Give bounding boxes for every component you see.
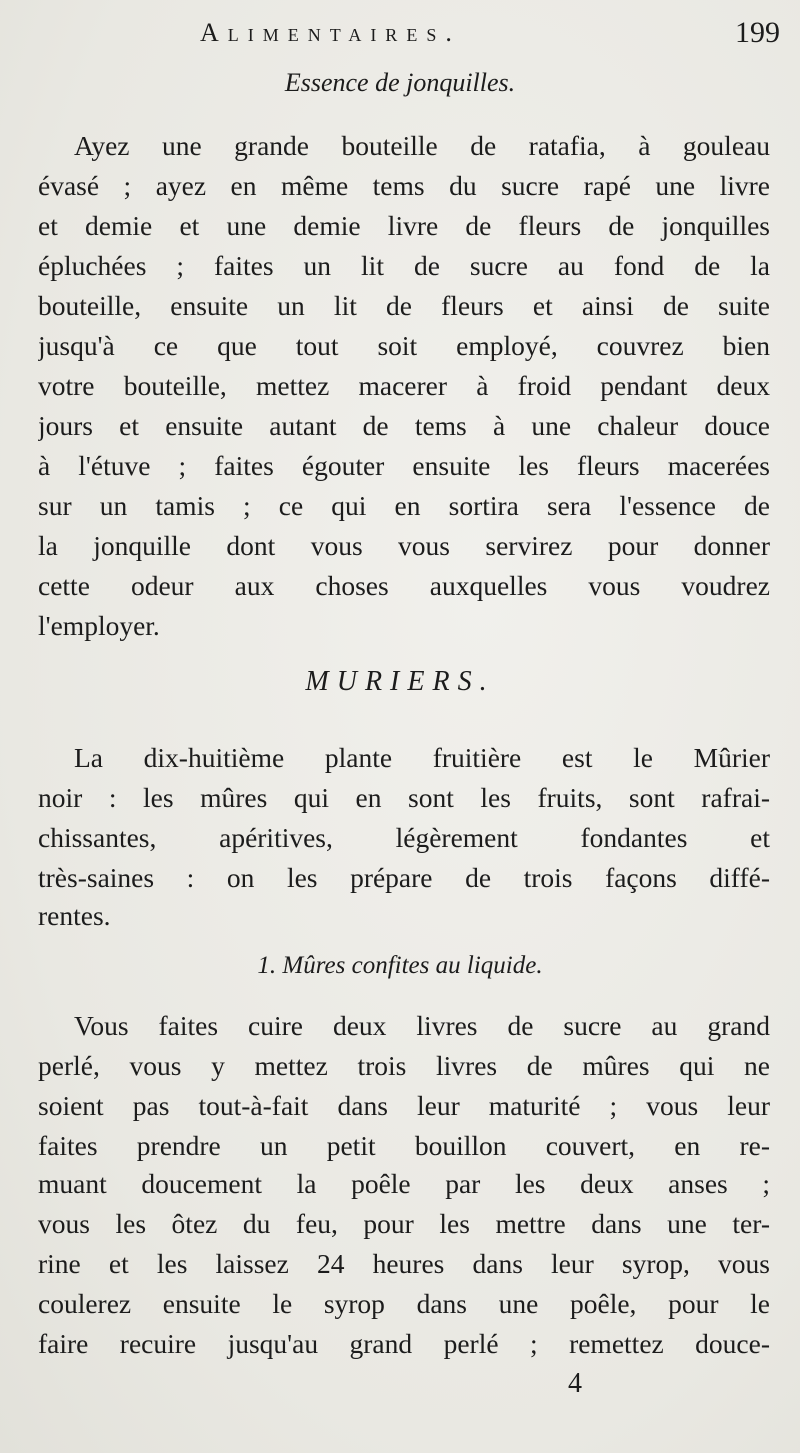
text-line: Ayez une grande bouteille de ratafia, à gouleau bbox=[74, 130, 770, 161]
text-line: coulerez ensuite le syrop dans une poêle, pour le bbox=[38, 1288, 770, 1319]
text-line: l'employer. bbox=[38, 610, 160, 641]
text-line: rentes. bbox=[38, 900, 111, 931]
text-line: à l'étuve ; faites égouter ensuite les fleurs macerées bbox=[38, 450, 770, 481]
page-number: 199 bbox=[735, 16, 780, 49]
text-line: faire recuire jusqu'au grand perlé ; remettez douce- bbox=[38, 1328, 770, 1359]
text-line: la jonquille dont vous vous servirez pour donner bbox=[38, 530, 770, 561]
text-line: votre bouteille, mettez macerer à froid pendant deux bbox=[38, 370, 770, 401]
text-line: et demie et une demie livre de fleurs de jonquilles bbox=[38, 210, 770, 241]
text-line: faites prendre un petit bouillon couvert, en re- bbox=[38, 1130, 770, 1161]
section-heading-jonquilles: Essence de jonquilles. bbox=[284, 68, 516, 97]
text-line: sur un tamis ; ce qui en sortira sera l'essence de bbox=[38, 490, 770, 521]
signature-mark: 4 bbox=[568, 1368, 582, 1399]
text-line: évasé ; ayez en même tems du sucre rapé une livre bbox=[38, 170, 770, 201]
section-heading-mures-confites: 1. Mûres confites au liquide. bbox=[257, 952, 543, 979]
running-title: Alimentaires. bbox=[200, 18, 461, 47]
text-line: cette odeur aux choses auxquelles vous voudrez bbox=[38, 570, 770, 601]
text-line: perlé, vous y mettez trois livres de mûres qui ne bbox=[38, 1050, 770, 1081]
text-line: vous les ôtez du feu, pour les mettre dans une ter- bbox=[38, 1208, 770, 1239]
text-line: très-saines : on les prépare de trois façons diffé- bbox=[38, 862, 770, 893]
text-line: muant doucement la poêle par les deux anses ; bbox=[38, 1168, 770, 1199]
text-line: noir : les mûres qui en sont les fruits, sont rafrai- bbox=[38, 782, 770, 813]
text-line: Vous faites cuire deux livres de sucre au grand bbox=[74, 1010, 770, 1041]
text-line: rine et les laissez 24 heures dans leur syrop, vous bbox=[38, 1248, 770, 1279]
text-line: chissantes, apéritives, légèrement fondantes et bbox=[38, 822, 770, 853]
section-title-muriers: MURIERS. bbox=[305, 666, 495, 697]
text-line: bouteille, ensuite un lit de fleurs et ainsi de suite bbox=[38, 290, 770, 321]
text-line: épluchées ; faites un lit de sucre au fond de la bbox=[38, 250, 770, 281]
text-line: La dix-huitième plante fruitière est le Mûrier bbox=[74, 742, 770, 773]
text-line: jours et ensuite autant de tems à une chaleur douce bbox=[38, 410, 770, 441]
text-line: jusqu'à ce que tout soit employé, couvrez bien bbox=[38, 330, 770, 361]
text-line: soient pas tout-à-fait dans leur maturité ; vous leur bbox=[38, 1090, 770, 1121]
